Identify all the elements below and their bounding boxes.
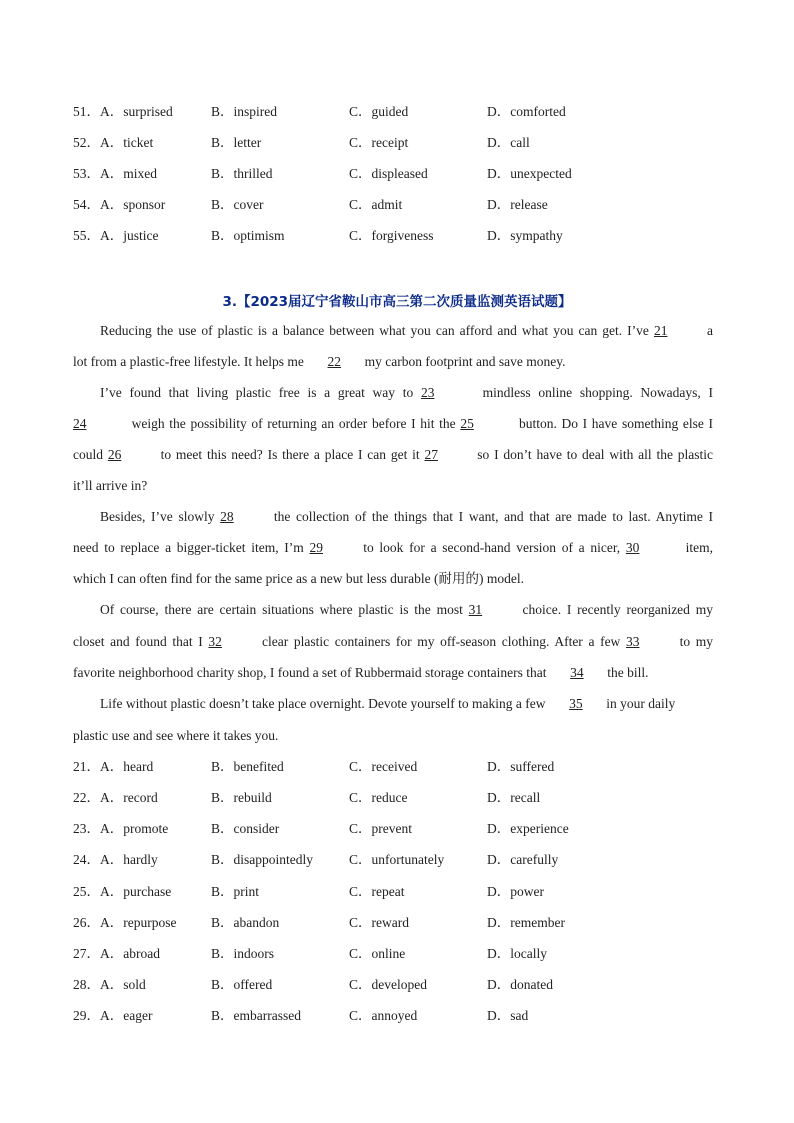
passage-line: 24 weigh the possibility of returning an order before I hit the 25 button. Do I have something else I (73, 414, 713, 434)
option-c: C．prevent (349, 821, 412, 836)
option-c: C．unfortunately (349, 852, 445, 867)
option-a: 26．A．repurpose (73, 915, 177, 930)
option-c: C．receipt (349, 135, 409, 150)
option-b: B．thrilled (211, 166, 273, 181)
option-a: 22．A．record (73, 790, 158, 805)
option-b: B．inspired (211, 104, 277, 119)
option-c: C．annoyed (349, 1008, 418, 1023)
option-d: D．release (487, 197, 548, 212)
blank-28: 28 (220, 509, 234, 524)
passage-line: Reducing the use of plastic is a balance between what you can afford and what you can get. I’ve 21 a (100, 321, 713, 341)
blank-33: 33 (625, 634, 640, 649)
option-c: C．guided (349, 104, 409, 119)
option-a: 24．A．hardly (73, 852, 158, 867)
option-b: B．consider (211, 821, 280, 836)
passage-line: plastic use and see where it takes you. (73, 728, 279, 743)
option-d: D．call (487, 135, 530, 150)
passage-line: it’ll arrive in? (73, 478, 148, 493)
option-a: 55．A．justice (73, 228, 159, 243)
blank-29: 29 (309, 540, 323, 555)
option-a: 23．A．promote (73, 821, 169, 836)
option-b: B．abandon (211, 915, 280, 930)
option-b: B．letter (211, 135, 262, 150)
option-d: D．unexpected (487, 166, 572, 181)
section-title: 3.【2023届辽宁省鞍山市高三第二次质量监测英语试题】 (222, 294, 572, 310)
passage-line: Of course, there are certain situations where plastic is the most 31 choice. I recently reorganized my (100, 600, 713, 620)
option-d: D．carefully (487, 852, 559, 867)
blank-30: 30 (625, 540, 640, 555)
option-c: C．displeased (349, 166, 428, 181)
blank-22: 22 (327, 354, 342, 369)
option-c: C．repeat (349, 884, 405, 899)
option-c: C．forgiveness (349, 228, 434, 243)
option-a: 51．A．surprised (73, 104, 173, 119)
option-a: 28．A．sold (73, 977, 146, 992)
option-a: 52．A．ticket (73, 135, 154, 150)
blank-21: 21 (653, 323, 668, 338)
option-d: D．locally (487, 946, 547, 961)
option-c: C．reward (349, 915, 409, 930)
option-c: C．admit (349, 197, 403, 212)
option-c: C．developed (349, 977, 427, 992)
option-d: D．power (487, 884, 544, 899)
option-a: 27．A．abroad (73, 946, 160, 961)
passage-line: need to replace a bigger-ticket item, I’m 29 to look for a second-hand version of a nicer, 30 item, (73, 538, 713, 558)
option-a: 29．A．eager (73, 1008, 153, 1023)
option-a: 53．A．mixed (73, 166, 157, 181)
option-d: D．recall (487, 790, 541, 805)
option-a: 21．A．heard (73, 759, 154, 774)
blank-34: 34 (570, 665, 584, 680)
passage-line: Besides, I’ve slowly 28 the collection of the things that I want, and that are made to last. Anytime I (100, 507, 713, 527)
blank-27: 27 (424, 447, 438, 462)
passage-line: which I can often find for the same price as a new but less durable (耐用的) model. (73, 571, 524, 586)
option-a: 25．A．purchase (73, 884, 172, 899)
option-d: D．remember (487, 915, 565, 930)
option-b: B．cover (211, 197, 264, 212)
option-b: B．indoors (211, 946, 275, 961)
option-b: B．rebuild (211, 790, 272, 805)
passage-line: favorite neighborhood charity shop, I found a set of Rubbermaid storage containers that 34 the bill. (73, 663, 713, 683)
blank-26: 26 (107, 447, 122, 462)
option-c: C．received (349, 759, 418, 774)
option-b: B．print (211, 884, 260, 899)
option-b: B．disappointedly (211, 852, 313, 867)
option-d: D．experience (487, 821, 569, 836)
blank-24: 24 (73, 416, 87, 431)
option-d: D．sympathy (487, 228, 563, 243)
option-c: C．reduce (349, 790, 408, 805)
passage-line: lot from a plastic-free lifestyle. It helps me 22 my carbon footprint and save money. (73, 352, 713, 372)
blank-32: 32 (208, 634, 222, 649)
option-b: B．benefited (211, 759, 284, 774)
passage-line: closet and found that I 32 clear plastic containers for my off-season clothing. After a few 33 to my (73, 632, 713, 652)
blank-25: 25 (460, 416, 474, 431)
passage-line: Life without plastic doesn’t take place overnight. Devote yourself to making a few 35 in your daily (100, 694, 713, 714)
option-a: 54．A．sponsor (73, 197, 166, 212)
blank-35: 35 (569, 696, 583, 711)
passage-line: could 26 to meet this need? Is there a place I can get it 27 so I don’t have to deal with all the plastic (73, 445, 713, 465)
blank-23: 23 (420, 385, 435, 400)
option-d: D．sad (487, 1008, 529, 1023)
blank-31: 31 (468, 602, 483, 617)
option-d: D．comforted (487, 104, 566, 119)
option-c: C．online (349, 946, 406, 961)
option-b: B．optimism (211, 228, 285, 243)
option-b: B．embarrassed (211, 1008, 301, 1023)
option-d: D．suffered (487, 759, 555, 774)
option-b: B．offered (211, 977, 273, 992)
option-d: D．donated (487, 977, 553, 992)
passage-line: I’ve found that living plastic free is a great way to 23 mindless online shopping. Nowadays, I (100, 383, 713, 403)
